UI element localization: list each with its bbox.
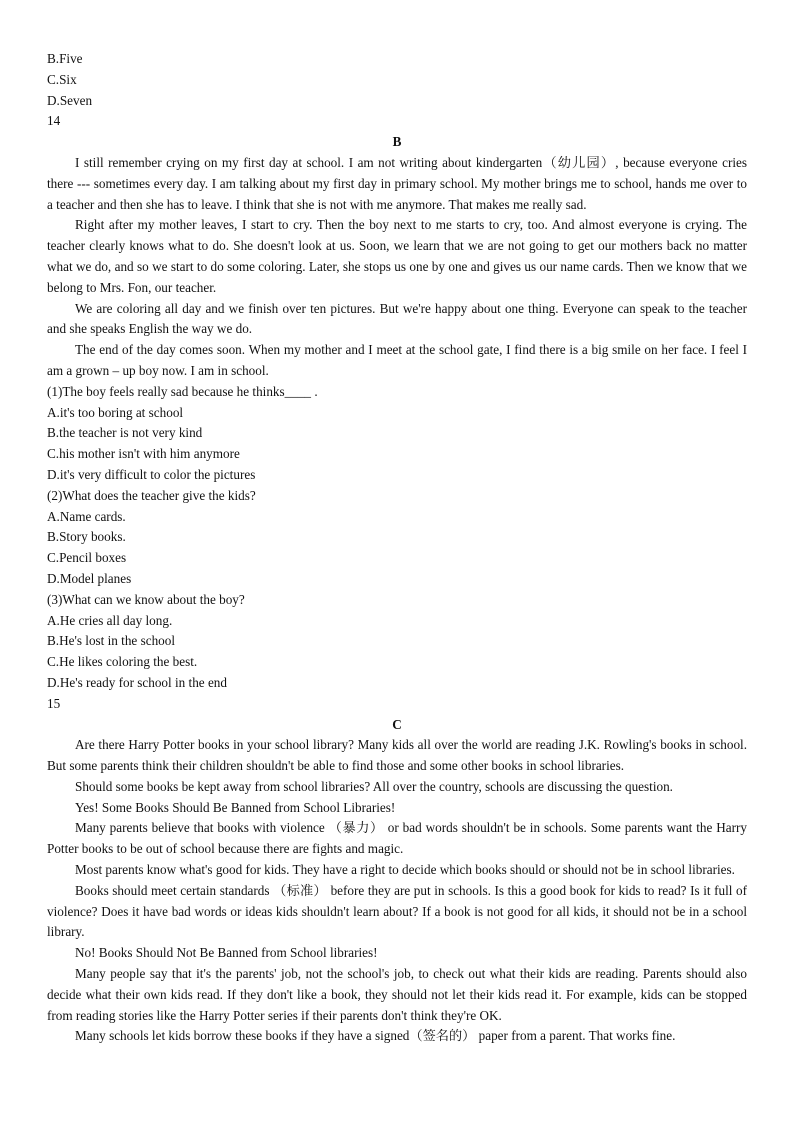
question-stem: (3)What can we know about the boy? [47,591,245,607]
passage-paragraph: Many parents believe that books with violence （暴力） or bad words shouldn't be in schools. Some parents want the Harry Potter books to be out of school because there are fights and magic. [47,820,747,857]
answer-option: A.it's too boring at school [47,404,184,420]
question-stem: (2)What does the teacher give the kids? [47,487,256,503]
section-heading: C [392,716,402,732]
answer-option: B.the teacher is not very kind [47,425,203,441]
question-number: 14 [47,113,61,129]
answer-option: D.Model planes [47,570,132,586]
question-number: 15 [47,695,61,711]
answer-option: B.He's lost in the school [47,633,176,649]
passage-subheading: No! Books Should Not Be Banned from School libraries! [75,945,378,961]
option-c: C.Six [47,71,77,87]
document-page [47,49,747,1047]
answer-option: A.He cries all day long. [47,612,173,628]
question-1 [47,382,747,486]
question-stem: (1)The boy feels really sad because he thinks____ . [47,383,318,399]
answer-option: C.Pencil boxes [47,550,127,566]
option-d: D.Seven [47,92,93,108]
previous-question-options [47,49,747,111]
section-b [47,132,747,714]
passage-paragraph: Are there Harry Potter books in your school library? Many kids all over the world are reading J.K. Rowling's books in school. But some parents think their children shouldn't be able to find those and some other books in school libraries. [47,737,747,774]
passage-paragraph: Should some books be kept away from school libraries? All over the country, schools are discussing the question. [75,778,673,794]
passage-paragraph: Right after my mother leaves, I start to cry. Then the boy next to me starts to cry, too. And almost everyone is crying. The teacher clearly knows what to do. She doesn't look at us. Soon, we learn that we are not going to get our mothers back no matter what we do, and so we start to do some coloring. Later, she stops us one by one and gives us our name cards. Then we know that we belong to Mrs. Fon, our teacher. [47,217,747,295]
answer-option: D.He's ready for school in the end [47,674,227,690]
passage-paragraph: Many schools let kids borrow these books if they have a signed（签名的） paper from a parent. That works fine. [75,1028,676,1044]
answer-option: D.it's very difficult to color the pictures [47,466,256,482]
question-2 [47,486,747,590]
section-heading: B [392,134,402,150]
passage-paragraph: Most parents know what's good for kids. They have a right to decide which books should or should not be in school libraries. [75,862,735,878]
passage-paragraph: Many people say that it's the parents' job, not the school's job, to check out what their kids are reading. Parents should also decide what their own kids read. If they don't like a book, they should not let their kids read it. For example, kids can be stopped from reading stories like the Harry Potter series if their parents don't think they're OK. [47,966,747,1023]
question-3 [47,590,747,694]
passage-paragraph: We are coloring all day and we finish over ten pictures. But we're happy about one thing. Everyone can speak to the teacher and she speaks English the way we do. [47,300,747,337]
passage-paragraph: I still remember crying on my first day at school. I am not writing about kindergarten（幼儿园）, because everyone cries there --- sometimes every day. I am talking about my first day in primary school. My mother brings me to school, hands me over to a teacher and then she has to leave. I think that she is not with me anymore. That makes me really sad. [47,154,747,212]
passage-paragraph: Books should meet certain standards （标准） before they are put in schools. Is this a good book for kids to read? Is it full of violence? Does it have bad words or ideas kids shouldn't learn about? If a book is not good for all kids, it should not be in a school library. [47,882,747,940]
option-b: B.Five [47,51,83,66]
passage-paragraph: The end of the day comes soon. When my mother and I meet at the school gate, I find there is a big smile on her face. I feel I am a grown – up boy now. I am in school. [47,342,747,378]
answer-option: C.He likes coloring the best. [47,654,198,670]
passage-subheading: Yes! Some Books Should Be Banned from School Libraries! [75,799,396,815]
answer-option: A.Name cards. [47,508,126,524]
section-c [47,715,747,1048]
answer-option: B.Story books. [47,529,126,545]
answer-option: C.his mother isn't with him anymore [47,446,240,462]
